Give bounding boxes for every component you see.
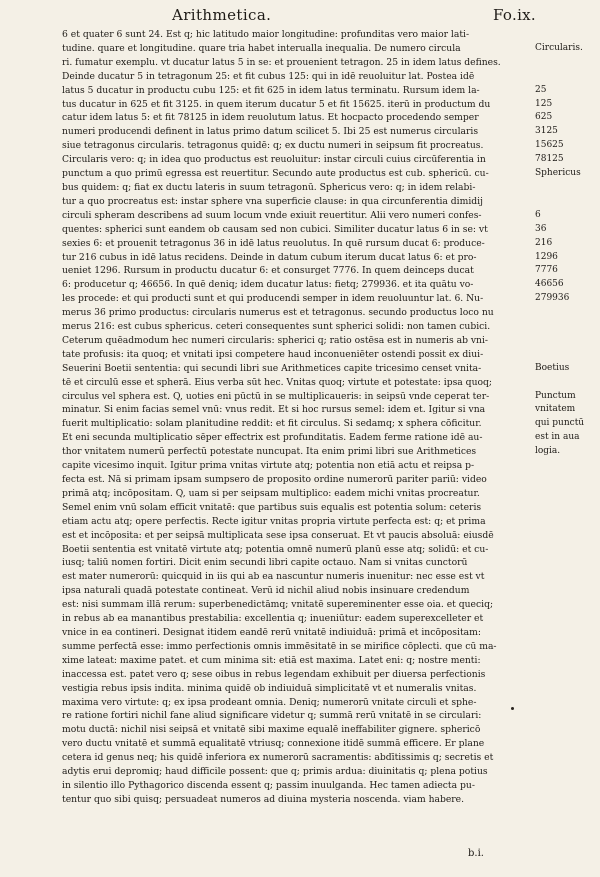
- text-line: tudine. quare et longitudine. quare tria habet interualla inequalia. De numero circula: [62, 42, 461, 54]
- ink-dot: [511, 707, 514, 710]
- text-line: punctum a quo primū egressa est reuertitur. Secundo aute productus est cub. sphericū. cu-: [62, 168, 489, 180]
- text-line: quentes: spherici sunt eandem ob causam sed non cubici. Similiter ducatur latus 6 in se: vt: [62, 223, 488, 235]
- text-line: Circularis vero: q; in idea quo productus est reuoluitur: instar circuli cuius circūferentia in: [62, 154, 486, 166]
- margin-note: [535, 320, 597, 334]
- text-line: vero ductu vnitatē et summā equalitatē vtriusq; connexione itidē summā efficere. Er plane: [62, 738, 485, 750]
- margin-note: Circularis.: [535, 42, 583, 53]
- text-line: Deinde ducatur 5 in tetragonum 25: et fit cubus 125: qui in idē reuoluitur lat. Postea idē: [62, 70, 475, 82]
- margin-note: [535, 348, 597, 362]
- text-line: ipsa naturali quadā potestate contineat. Verū id nichil aliud nobis insinuare credendum: [62, 585, 470, 597]
- text-line: minatur. Si enim facias semel vnū: vnus redit. Et si hoc rursus semel: idem et. Igitur si vna: [62, 404, 486, 416]
- marginal-notes: [535, 28, 597, 459]
- signature-mark: b.i.: [468, 848, 484, 859]
- text-line: merus 216: est cubus sphericus. ceteri consequentes sunt spherici solidi: non tamen cubici.: [62, 321, 491, 333]
- text-line: vestigia rebus ipsis indita. minima quidē ob indiuiduā simplicitatē vt et numeralis vnitas.: [62, 682, 477, 694]
- text-line: motu ductā: nichil nisi seipsā et vnitatē sibi maxime equalē ineffabiliter gignere. sphericō: [62, 724, 481, 736]
- text-line: tus ducatur in 625 et fit 3125. in quem iterum ducatur 5 et fit 15625. iterū in productum du: [62, 98, 491, 110]
- text-line: bus quidem: q; fiat ex ductu lateris in suum tetragonū. Sphericus vero: q; in idem relabi-: [62, 181, 476, 193]
- margin-note: Sphericus: [535, 168, 581, 179]
- margin-note: [535, 195, 597, 209]
- text-line: 6 et quater 6 sunt 24. Est q; hic latitudo maior longitudine: profunditas vero maior lati-: [62, 29, 470, 40]
- margin-note: est in aua: [535, 432, 580, 443]
- text-line: tentur quo sibi quisq; persuadeat numeros ad diuina mysteria noscenda. viam habere.: [62, 793, 465, 805]
- margin-note: [535, 56, 597, 70]
- text-line: tē et circulū esse et spherā. Eius verba sūt hec. Vnitas quoq; virtute et potestate: ipsa quoq;: [62, 376, 492, 388]
- text-line: sexies 6: et prouenit tetragonus 36 in idē latus reuolutus. In quē rursum ducat 6: produce-: [62, 237, 485, 249]
- margin-note: 1296: [535, 251, 558, 262]
- text-line: vnice in ea contineri. Designat itidem eandē rerū vnitatē indiuiduā: primā et incōpositam:: [62, 626, 481, 638]
- text-line: thor vnitatem numerū perfectū potestate nuncupat. Ita enim primi libri sue Arithmetices: [62, 446, 477, 458]
- margin-note: [535, 181, 597, 195]
- text-line: primā atq; incōpositam. Q, uam si per seipsam multiplico: eadem michi vnitas procreatur.: [62, 487, 480, 499]
- folio-number: Fo.ix.: [493, 6, 536, 24]
- text-line: ri. fumatur exemplu. vt ducatur latus 5 in se: et prouenient tetragon. 25 in idem latus defines.: [62, 56, 501, 68]
- text-line: cetera id genus neq; his quidē inferiora ex numerorū sacramentis: abdītissimis q; secretis et: [62, 752, 494, 764]
- text-line: latus 5 ducatur in productu cubu 125: et fit 625 in idem latus terminatu. Rursum idem la-: [62, 84, 480, 96]
- margin-note: 125: [535, 98, 553, 109]
- text-line: re ratione fortiri nichil fane aliud significare videtur q; summā rerū vnitatē in se circulari:: [62, 710, 482, 722]
- text-line: xime lateat: maxime patet. et cum minima sit: etiā est maxima. Latet eni: q; nostre menti:: [62, 654, 481, 666]
- margin-note: qui punctū: [535, 418, 585, 429]
- margin-note: 6: [535, 209, 541, 220]
- margin-note: logia.: [535, 446, 561, 457]
- text-line: circuli spheram describens ad suum locum vnde exiuit reuertitur. Alii vero numeri confes-: [62, 209, 482, 221]
- running-header: [62, 6, 536, 26]
- text-line: maxima vero virtute: q; ex ipsa prodeant omnia. Deniq; numerorū vnitate circuli et sphe-: [62, 696, 477, 708]
- text-line: circulus vel sphera est. Q, uoties eni pūctū in se multiplicaueris: in seipsū vnde ceperat ter-: [62, 390, 490, 402]
- text-line: tate profusis: ita quoq; et vnitati ipsi competere haud inconueniēter ostendi possit ex diui-: [62, 348, 484, 360]
- text-line: Semel enim vnū solam efficit vnitatē: que partibus suis equalis est potentia solum: ceteris: [62, 501, 482, 513]
- text-line: fecta est. Nā si primam ipsam sumpsero de proposito ordine numerorū pariter pariū: video: [62, 474, 487, 485]
- margin-note: vnitatem: [535, 404, 576, 415]
- text-line: inaccessa est. patet vero q; sese oibus in rebus legendam exhibuit per diuersa perfectionis: [62, 668, 486, 680]
- text-line: ueniet 1296. Rursum in productu ducatur 6: et consurget 7776. In quem deinceps ducat: [62, 265, 474, 277]
- text-line: etiam actu atq; opere perfectis. Recte igitur vnitas propria virtute perfecta est: q; et prima: [62, 515, 486, 527]
- text-line: est: nisi summam illā rerum: superbenedictāmq; vnitatē supereminenter esse oia. et queciq;: [62, 599, 494, 611]
- text-line: est et incōposita: et per seipsā multiplicata sese ipsa conseruat. Et vt paucis absoluā: eiusdē: [62, 529, 494, 541]
- margin-note: [535, 306, 597, 320]
- text-line: iusq; taliū nomen fortiri. Dicit enim secundi libri capite octauo. Nam si vnitas cunctorū: [62, 557, 468, 569]
- text-line: catur idem latus 5: et fit 78125 in idem reuolutum latus. Et hocpacto procedendo semper: [62, 112, 479, 124]
- text-line: tur a quo procreatus est: instar sphere vna superficie clause: in qua circunferentia dimidij: [62, 195, 483, 207]
- text-line: Boetii sententia est vnitatē virtute atq; potentia omnē numerū planū esse atq; solidū: et cu-: [62, 543, 489, 555]
- text-line: siue tetragonus circularis. tetragonus quidē: q; ex ductu numeri in seipsum fit procreatus.: [62, 140, 484, 152]
- margin-note: 36: [535, 223, 547, 234]
- margin-note: [535, 376, 597, 390]
- margin-note: 216: [535, 237, 553, 248]
- margin-note: 78125: [535, 154, 564, 165]
- text-line: numeri producendi definent in latus primo datum scilicet 5. Ibi 25 est numerus circularis: [62, 126, 479, 138]
- margin-note: Punctum: [535, 390, 576, 401]
- text-line: les procede: et qui producti sunt et qui producendi semper in idem reuoluuntur lat. 6. Nu-: [62, 293, 484, 305]
- text-line: summe perfectā esse: immo perfectionis omnis immēsitatē in se mirifice cōplecti. que cū ma-: [62, 640, 497, 652]
- text-line: Et eni secunda multiplicatio sēper effectrix est profunditatis. Eadem ferme ratione idē au-: [62, 432, 483, 444]
- text-line: in silentio illo Pythagorico discenda essent q; passim inuulganda. Hec tamen adiecta pu-: [62, 779, 475, 791]
- margin-note: [535, 70, 597, 84]
- margin-note: 7776: [535, 265, 558, 276]
- margin-note: [535, 334, 597, 348]
- margin-note: 15625: [535, 140, 564, 151]
- margin-note: [535, 28, 597, 42]
- text-line: Seuerini Boetii sententia: qui secundi libri sue Arithmetices capite tricesimo censet vnita-: [62, 362, 482, 374]
- text-line: fuerit multiplicatio: solam planitudine reddit: et fit circulus. Si sedamq; x sphera cōficitur.: [62, 418, 482, 430]
- text-line: adytis erui depromiq; haud difficile possent: que q; primis ardua: diuinitatis q; plena potius: [62, 766, 488, 778]
- text-line: merus 36 primo productus: circularis numerus est et tetragonus. secundo productus loco nu: [62, 307, 494, 319]
- text-line: tur 216 cubus in idē latus recidens. Deinde in datum cubum iterum ducat latus 6: et pro-: [62, 251, 477, 263]
- margin-note: 46656: [535, 279, 564, 290]
- margin-note: 625: [535, 112, 553, 123]
- text-line: 6: producetur q; 46656. In quē deniq; idem ducatur latus: fietq; 279936. et ita quātu vo-: [62, 279, 474, 291]
- margin-note: 3125: [535, 126, 558, 137]
- margin-note: 25: [535, 84, 547, 95]
- text-line: est mater numerorū: quicquid in iis qui ab ea nascuntur numeris inuenitur: nec esse est vt: [62, 571, 485, 583]
- main-text-block: [62, 28, 532, 807]
- text-line: capite vicesimo inquit. Igitur prima vnitas virtute atq; potentia non etiā actu et reipsa p-: [62, 460, 475, 472]
- text-line: in rebus ab ea manantibus prestabilia: excellentia q; inueniūtur: eadem superexcelleter et: [62, 613, 484, 625]
- text-line: Ceterum quēadmodum hec numeri circularis: spherici q; ratio ostēsa est in numeris ab vni-: [62, 334, 489, 346]
- margin-note: 279936: [535, 293, 570, 304]
- running-title: Arithmetica.: [172, 6, 272, 24]
- margin-note: Boetius: [535, 362, 570, 373]
